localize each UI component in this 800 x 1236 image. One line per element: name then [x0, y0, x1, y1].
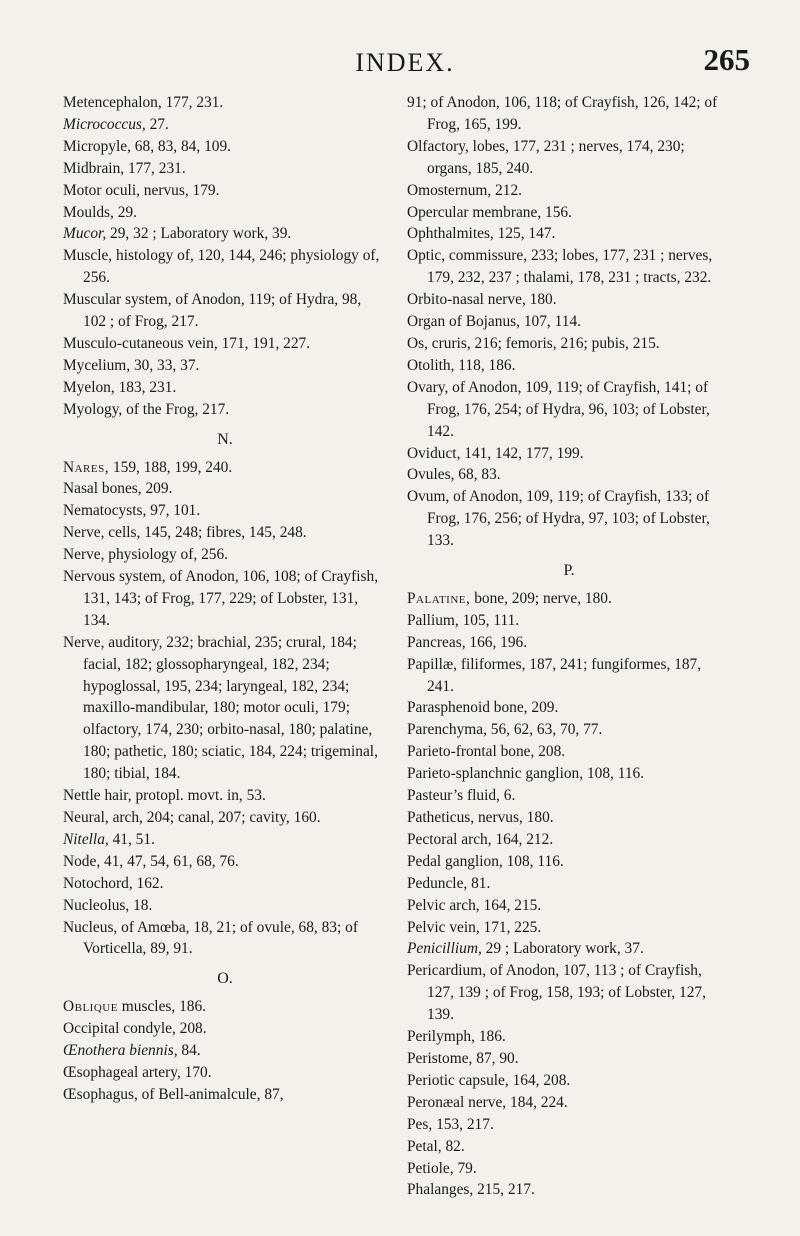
index-entry-head: Micrococcus, [63, 115, 146, 133]
index-entry [407, 202, 731, 224]
index-entry-text: Ovary, of Anodon, 109, 119; of Crayfish, 141; of Frog, 176, 254; of Hydra, 96, 103; of Lobster, 142. [407, 378, 710, 440]
index-entry [63, 566, 387, 632]
index-entry-text: Petiole, 79. [407, 1159, 477, 1177]
index-entry [407, 741, 731, 763]
index-entry-text: Nerve, physiology of, 256. [63, 546, 228, 564]
index-entry-text: Pedal ganglion, 108, 116. [407, 852, 564, 870]
index-entry-text: Ovules, 68, 83. [407, 466, 501, 484]
index-entry-text: Ovum, of Anodon, 109, 119; of Crayfish, 133; of Frog, 176, 256; of Hydra, 97, 103; of Lobster, 133. [407, 488, 710, 550]
index-entry [63, 1062, 387, 1084]
index-entry [63, 136, 387, 158]
index-entry [63, 202, 387, 224]
index-entry [63, 996, 387, 1018]
index-entry [63, 333, 387, 355]
index-entry-text: Pericardium, of Anodon, 107, 113 ; of Crayfish, 127, 139 ; of Frog, 158, 193; of Lobster, 127, 139. [407, 962, 706, 1024]
index-entry-text: Pes, 153, 217. [407, 1115, 494, 1133]
index-entry [407, 245, 731, 289]
index-entry [407, 1070, 731, 1092]
index-entry-text: Optic, commissure, 233; lobes, 177, 231 ; nerves, 179, 232, 237 ; thalami, 178, 231 ; tracts, 232. [407, 247, 713, 287]
index-entry-head: Penicillium, [407, 940, 482, 958]
index-entry [407, 136, 731, 180]
index-entry [407, 873, 731, 895]
index-entry-text: Otolith, 118, 186. [407, 356, 516, 374]
index-entry-text: Omosternum, 212. [407, 181, 522, 199]
index-entry-text: Musculo-cutaneous vein, 171, 191, 227. [63, 334, 311, 352]
index-entry-text: Pancreas, 166, 196. [407, 633, 528, 651]
index-entry-text: Myology, of the Frog, 217. [63, 400, 230, 418]
index-entry [63, 1018, 387, 1040]
index-entry [407, 311, 731, 333]
index-entry [407, 486, 731, 552]
index-entry-text: Nasal bones, 209. [63, 480, 173, 498]
index-entry [63, 873, 387, 895]
index-entry-text: bone, 209; nerve, 180. [470, 589, 612, 607]
index-entry [63, 544, 387, 566]
index-entry-text: Parieto-frontal bone, 208. [407, 743, 566, 761]
index-entry [63, 807, 387, 829]
index-entry [407, 464, 731, 486]
index-entry-head: Nitella, [63, 830, 109, 848]
index-entry-text: muscles, 186. [117, 998, 207, 1016]
index-column-left [63, 92, 387, 1106]
index-entry-text: Parasphenoid bone, 209. [407, 699, 559, 717]
index-entry [407, 610, 731, 632]
index-entry [63, 114, 387, 136]
index-entry-text: Moulds, 29. [63, 203, 137, 221]
index-entry [407, 938, 731, 960]
index-entry-text: 27. [145, 115, 169, 133]
index-entry-text: Nervous system, of Anodon, 106, 108; of Crayfish, 131, 143; of Frog, 177, 229; of Lobster, 131, 134. [63, 568, 379, 629]
index-entry [63, 785, 387, 807]
index-entry [63, 223, 387, 245]
index-entry-text: Oviduct, 141, 142, 177, 199. [407, 444, 584, 462]
section-letter: N. [217, 430, 233, 448]
index-column-right [407, 92, 731, 1201]
section-letter: O. [217, 970, 233, 988]
index-entry [407, 1158, 731, 1180]
index-entry-head: Nares, [63, 458, 110, 476]
page-title: INDEX. [355, 48, 455, 77]
index-entry [63, 457, 387, 479]
index-entry [63, 1040, 387, 1062]
index-entry-text: Nerve, cells, 145, 248; fibres, 145, 248. [63, 524, 307, 542]
index-entry-text: Pallium, 105, 111. [407, 611, 520, 629]
index-entry-head: Palatine, [407, 589, 471, 607]
index-entry-text: Olfactory, lobes, 177, 231 ; nerves, 174, 230; organs, 185, 240. [407, 137, 685, 177]
index-entry [407, 654, 731, 698]
index-entry [63, 478, 387, 500]
index-entry-text: Œsophageal artery, 170. [63, 1063, 212, 1081]
index-entry-text: Phalanges, 215, 217. [407, 1181, 535, 1199]
index-entry [407, 223, 731, 245]
index-entry [407, 1048, 731, 1070]
index-entry-text: 91; of Anodon, 106, 118; of Crayfish, 126, 142; of Frog, 165, 199. [407, 94, 718, 133]
index-entry [407, 355, 731, 377]
index-entry [407, 1026, 731, 1048]
index-entry-text: Node, 41, 47, 54, 61, 68, 76. [63, 852, 239, 870]
index-entry-text: Mycelium, 30, 33, 37. [63, 356, 200, 374]
index-entry-text: 84. [177, 1042, 201, 1060]
index-entry-text: Muscular system, of Anodon, 119; of Hydra, 98, 102 ; of Frog, 217. [63, 291, 362, 331]
index-entry-text: Orbito-nasal nerve, 180. [407, 291, 557, 309]
index-entry [407, 895, 731, 917]
index-entry-text: Petal, 82. [407, 1137, 465, 1155]
index-entry [407, 1092, 731, 1114]
index-entry [407, 588, 731, 610]
index-entry-text: Os, cruris, 216; femoris, 216; pubis, 215. [407, 334, 660, 352]
index-entry-text: Midbrain, 177, 231. [63, 159, 186, 177]
index-entry [63, 355, 387, 377]
index-entry-text: 29 ; Laboratory work, 37. [481, 940, 644, 958]
index-entry-head: Mucor, [63, 225, 107, 243]
index-entry [63, 1084, 387, 1106]
index-entry-text: Peduncle, 81. [407, 874, 491, 892]
index-entry-text: Ophthalmites, 125, 147. [407, 225, 556, 243]
index-entry [63, 180, 387, 202]
index-entry [407, 1114, 731, 1136]
index-entry [63, 92, 387, 114]
index-entry [407, 1136, 731, 1158]
index-entry-text: Pelvic arch, 164, 215. [407, 896, 542, 914]
index-entry [407, 377, 731, 443]
index-entry [63, 632, 387, 785]
page-number: 265 [703, 42, 750, 77]
index-entry-text: Peronæal nerve, 184, 224. [407, 1093, 568, 1111]
index-entry [407, 632, 731, 654]
index-entry [407, 829, 731, 851]
index-entry [407, 785, 731, 807]
index-entry-text: Perilymph, 186. [407, 1028, 506, 1046]
index-entry [63, 289, 387, 333]
index-entry [63, 895, 387, 917]
index-entry-text: Motor oculi, nervus, 179. [63, 181, 220, 199]
index-entry [63, 829, 387, 851]
index-entry-head: Œnothera biennis, [63, 1042, 178, 1060]
index-entry-text: Pasteur’s fluid, 6. [407, 787, 516, 805]
index-entry-text: Nucleus, of Amœba, 18, 21; of ovule, 68, 83; of Vorticella, 89, 91. [63, 918, 358, 958]
index-entry [63, 917, 387, 961]
index-entry [407, 289, 731, 311]
index-entry-text: Patheticus, nervus, 180. [407, 809, 554, 826]
index-entry [407, 333, 731, 355]
index-entry [407, 443, 731, 465]
index-entry-text: Œsophagus, of Bell-animalcule, 87, [63, 1085, 284, 1103]
index-entry-text: 29, 32 ; Laboratory work, 39. [106, 225, 292, 243]
index-entry [407, 763, 731, 785]
index-entry-head: Oblique [63, 998, 118, 1016]
index-entry-text: Parenchyma, 56, 62, 63, 70, 77. [407, 721, 603, 739]
index-entry-text: Periotic capsule, 164, 208. [407, 1071, 571, 1089]
index-entry-text: Parieto-splanchnic ganglion, 108, 116. [407, 765, 645, 783]
index-entry [63, 377, 387, 399]
index-entry [407, 851, 731, 873]
index-entry-text: Micropyle, 68, 83, 84, 109. [63, 137, 231, 155]
index-entry-text: Organ of Bojanus, 107, 114. [407, 313, 581, 331]
index-entry-text: Nettle hair, protopl. movt. in, 53. [63, 787, 266, 805]
index-entry-text: Nerve, auditory, 232; brachial, 235; crural, 184; facial, 182; glossopharyngeal, 182, 234; hypoglossal, 195, 234; laryngeal, 182, 234; maxillo-mandibular, 180; motor oculi, 179; olfactory, 174, 230; orbito-nasal, 180; palatine, 180; pathetic, 180; sciatic, 184, 224; trigeminal, 180; tibial, 184. [63, 633, 378, 783]
index-entry [63, 399, 387, 421]
index-entry-text: Metencephalon, 177, 231. [63, 94, 224, 111]
index-entry-text: Opercular membrane, 156. [407, 203, 572, 221]
index-entry [63, 851, 387, 873]
index-entry-text: Neural, arch, 204; canal, 207; cavity, 160. [63, 809, 321, 826]
index-entry [63, 522, 387, 544]
index-entry [63, 245, 387, 289]
page-header [60, 42, 750, 82]
index-entry [407, 960, 731, 1026]
index-entry [407, 697, 731, 719]
index-entry [63, 158, 387, 180]
section-letter: P. [563, 562, 575, 580]
index-entry [63, 500, 387, 522]
index-entry-text: Peristome, 87, 90. [407, 1049, 519, 1067]
index-entry-text: Nematocysts, 97, 101. [63, 502, 201, 520]
index-entry [407, 92, 731, 136]
index-entry [407, 917, 731, 939]
index-entry-text: Nucleolus, 18. [63, 896, 153, 914]
index-entry-text: Myelon, 183, 231. [63, 378, 177, 396]
index-entry-text: 159, 188, 199, 240. [109, 458, 233, 476]
index-entry [407, 1179, 731, 1201]
index-entry-text: Pectoral arch, 164, 212. [407, 830, 554, 848]
index-entry [407, 719, 731, 741]
index-entry-text: Occipital condyle, 208. [63, 1020, 207, 1038]
index-entry-text: Papillæ, filiformes, 187, 241; fungiformes, 187, 241. [407, 655, 702, 695]
index-entry-text: Pelvic vein, 171, 225. [407, 918, 542, 936]
index-entry [407, 807, 731, 829]
index-entry-text: Notochord, 162. [63, 874, 164, 892]
index-entry [407, 180, 731, 202]
index-entry-text: Muscle, histology of, 120, 144, 246; physiology of, 256. [63, 247, 380, 287]
index-entry-text: 41, 51. [108, 830, 155, 848]
